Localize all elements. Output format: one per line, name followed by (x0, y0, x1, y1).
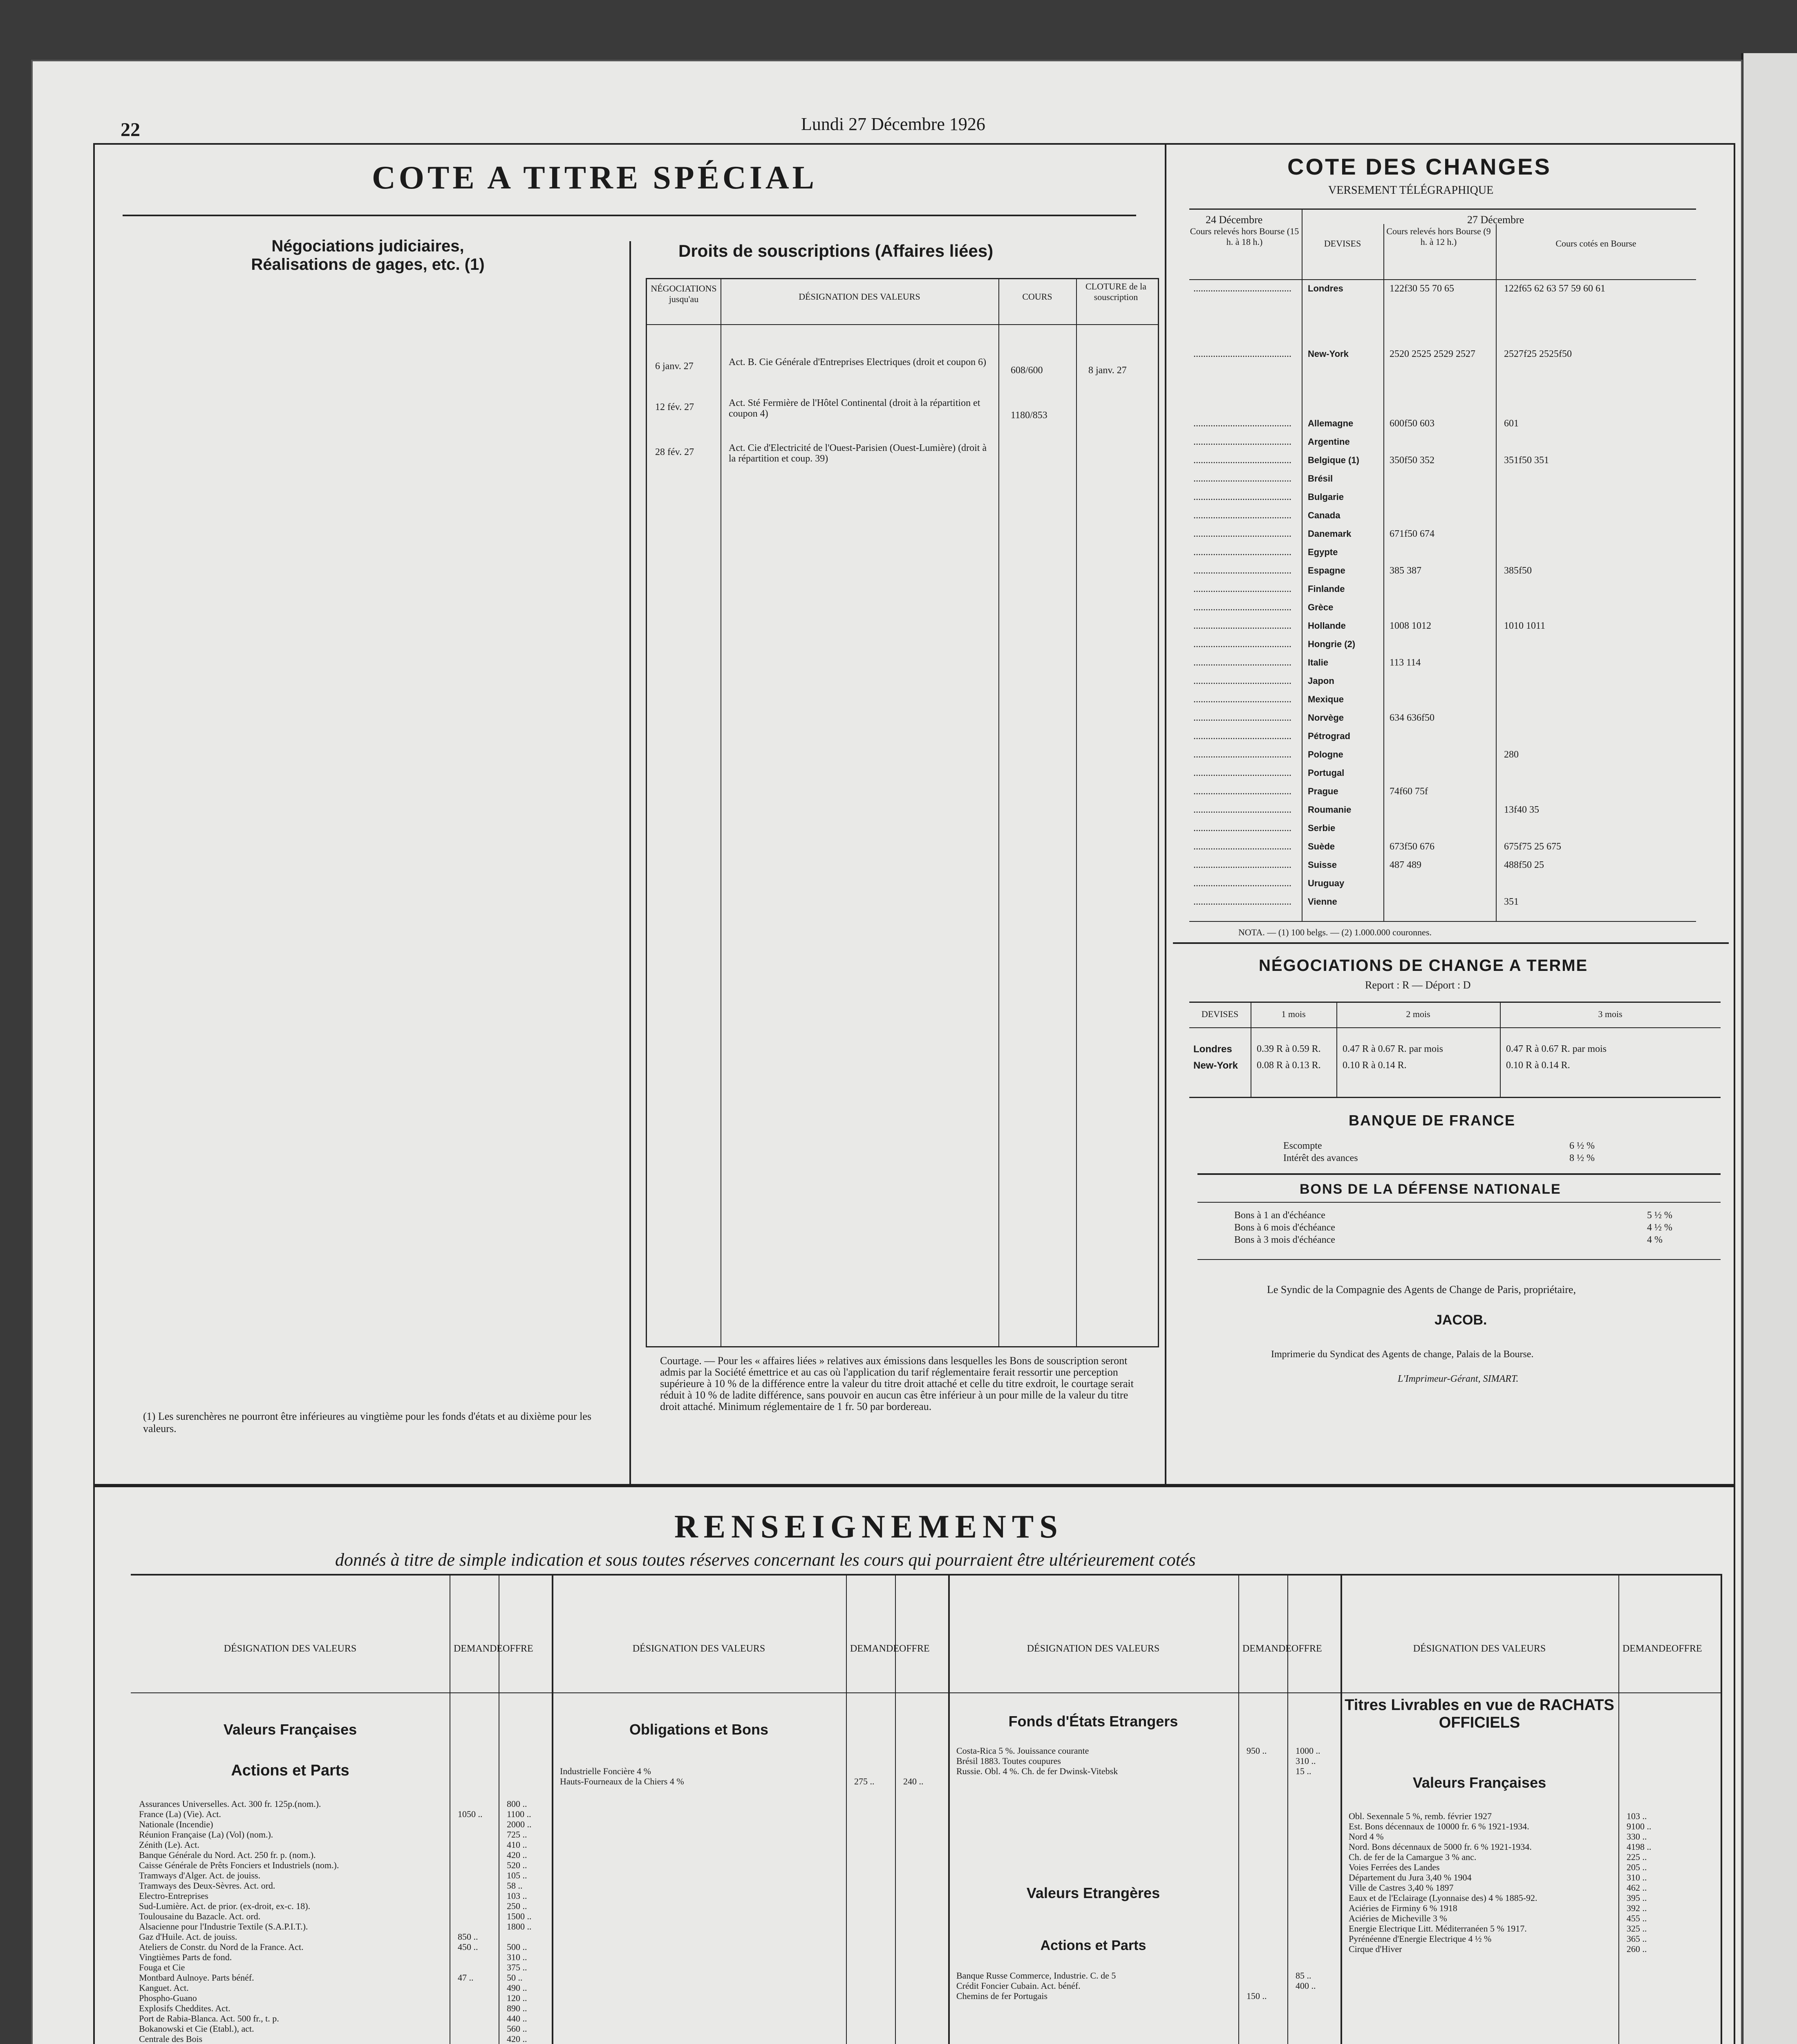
special-title: COTE A TITRE SPÉCIAL (372, 160, 817, 196)
fx-dots-24: ........................................ (1193, 639, 1291, 650)
rens-row-name: Caisse Générale de Prêts Fonciers et Industriels (nom.). (139, 1860, 339, 1870)
fx-dots-24: ........................................ (1193, 657, 1291, 668)
fx-hors: 74f60 75f (1390, 786, 1428, 797)
droit-cours: 608/600 (1011, 365, 1043, 376)
rens-row-demande: 395 .. (1627, 1893, 1647, 1903)
courtage-note: Courtage. — Pour les « affaires liées » relatives aux émissions dans lesquelles les Bons de souscription seront admis par la Société émettrice et au cas où l'application du tarif réglementaire ferait ressortir une perception supérieure à 10 % de la différence entre la valeur du titre droit attaché et celle du titre exdroit, le courtage serait réduit à 10 % de ladite différence, sans pouvoir en aucun cas être inférieur à un pour mille de la valeur du titre droit attaché. Minimum réglementaire de 1 fr. 50 par bordereau. (660, 1355, 1134, 1412)
rens-row-name: Alsacienne pour l'Industrie Textile (S.A.P.I.T.). (139, 1921, 308, 1932)
fx-dots-24: ........................................ (1193, 418, 1291, 429)
footer-rule (1189, 921, 1696, 922)
rens-row-offre: 240 .. (903, 1776, 924, 1786)
col-rule (998, 279, 999, 1346)
changes-col-27: 27 Décembre (1467, 214, 1524, 226)
rens-row-name: Tramways des Deux-Sèvres. Act. ord. (139, 1880, 275, 1891)
fx-hors: 350f50 352 (1390, 455, 1434, 466)
rens-col-header: OFFRE (1672, 1643, 1702, 1654)
fx-devise: Norvège (1308, 713, 1344, 723)
rens-row-offre: 310 .. (1296, 1756, 1316, 1766)
rens-row-demande: 1050 .. (458, 1809, 483, 1819)
rens-row-offre: 725 .. (507, 1829, 527, 1840)
fx-dots-24: ........................................ (1193, 676, 1291, 686)
rens-row-name: Tramways d'Alger. Act. de jouiss. (139, 1870, 261, 1880)
rens-title: RENSEIGNEMENTS (674, 1509, 1063, 1545)
rens-row-offre: 520 .. (507, 1860, 527, 1870)
rens-row-name: Eaux et de l'Eclairage (Lyonnaise des) 4 % 1885-92. (1349, 1893, 1537, 1903)
fx-hors: 634 636f50 (1390, 713, 1434, 723)
rens-row-name: Centrale des Bois (139, 2034, 203, 2044)
rens-row-name: Phospho-Guano (139, 1993, 197, 2003)
fx-bourse: 280 (1504, 749, 1519, 760)
col-cloture: CLOTURE de la souscription (1085, 281, 1147, 302)
rens-row-name: Voies Ferrées des Landes (1349, 1862, 1440, 1872)
rens-row-demande: 103 .. (1627, 1811, 1647, 1821)
rens-row-offre: 250 .. (507, 1901, 527, 1911)
rens-col-header: DÉSIGNATION DES VALEURS (224, 1643, 357, 1654)
fx-dots-24: ........................................ (1193, 547, 1291, 558)
droit-date: 28 fév. 27 (655, 447, 694, 457)
fx-bourse: 122f65 62 63 57 59 60 61 (1504, 283, 1605, 294)
rens-row-name: Sud-Lumière. Act. de prior. (ex-droit, ex-c. 18). (139, 1901, 311, 1911)
rens-row-name: Zénith (Le). Act. (139, 1840, 199, 1850)
rens-heading: Titres Livrables en vue de RACHATS OFFICIELS (1345, 1697, 1614, 1731)
droit-date: 12 fév. 27 (655, 402, 694, 412)
bons-label: Bons à 6 mois d'échéance (1234, 1222, 1335, 1233)
fx-devise: Danemark (1308, 529, 1352, 539)
fx-devise: Argentine (1308, 437, 1350, 447)
fx-devise: Suède (1308, 841, 1335, 852)
fx-dots-24: ........................................ (1193, 529, 1291, 539)
col-negociations: NÉGOCIATIONS jusqu'au (651, 283, 717, 304)
fx-devise: Grèce (1308, 602, 1334, 612)
bons-val: 5 ½ % (1647, 1210, 1672, 1221)
terme-col: 1 mois (1281, 1009, 1306, 1019)
rens-row-offre: 400 .. (1296, 1981, 1316, 1991)
fx-devise: Suisse (1308, 860, 1337, 870)
rens-heading: Actions et Parts (1040, 1938, 1146, 1953)
changes-subcol: DEVISES (1324, 238, 1361, 249)
terme-table (1189, 1002, 1721, 1098)
changes-subtitle: VERSEMENT TÉLÉGRAPHIQUE (1328, 184, 1494, 197)
fx-dots-24: ........................................ (1193, 283, 1291, 294)
banque-escompte-label: Escompte (1283, 1141, 1322, 1151)
terme-m2: 0.47 R à 0.67 R. par mois (1343, 1044, 1443, 1054)
rens-col-header: OFFRE (1291, 1643, 1322, 1654)
rens-row-name: Nord. Bons décennaux de 5000 fr. 6 % 1921-1934. (1349, 1842, 1532, 1852)
rens-row-name: Energie Electrique Litt. Méditerranéen 5 % 1917. (1349, 1923, 1527, 1934)
fx-devise: Roumanie (1308, 805, 1352, 815)
terme-col: 3 mois (1598, 1009, 1622, 1019)
rens-row-demande: 330 .. (1627, 1831, 1647, 1842)
rens-row-demande: 47 .. (458, 1972, 474, 1983)
header-rule (647, 324, 1158, 325)
rens-row-offre: 420 .. (507, 2034, 527, 2044)
banque-interet: 8 ½ % (1569, 1153, 1595, 1163)
fx-devise: Bulgarie (1308, 492, 1344, 502)
fx-dots-24: ........................................ (1193, 473, 1291, 484)
rens-row-name: Obl. Sexennale 5 %, remb. février 1927 (1349, 1811, 1492, 1821)
fx-dots-24: ........................................ (1193, 805, 1291, 815)
droit-date: 6 janv. 27 (655, 361, 694, 372)
col-rule (1076, 279, 1077, 1346)
fx-devise: Belgique (1) (1308, 455, 1359, 465)
rens-row-name: Ville de Castres 3,40 % 1897 (1349, 1883, 1454, 1893)
col-rule (1383, 224, 1384, 921)
rens-row-name: Aciéries de Firminy 6 % 1918 (1349, 1903, 1457, 1913)
rens-row-name: Vingtièmes Parts de fond. (139, 1952, 232, 1962)
rens-row-demande: 325 .. (1627, 1923, 1647, 1934)
rens-row-offre: 50 .. (507, 1972, 523, 1983)
title-rule (123, 215, 1136, 216)
fx-devise: Allemagne (1308, 418, 1354, 428)
section-rule (1197, 1259, 1721, 1260)
rens-row-demande: 850 .. (458, 1932, 478, 1942)
rens-row-name: Electro-Entreprises (139, 1891, 208, 1901)
page-number: 22 (121, 119, 140, 141)
droit-name: Act. Cie d'Electricité de l'Ouest-Parisien (Ouest-Lumière) (droit à la répartition et coup. 39) (729, 443, 987, 464)
fx-dots-24: ........................................ (1193, 768, 1291, 778)
section-rule (1197, 1173, 1721, 1175)
header-rule (1189, 279, 1696, 280)
rens-col-header: DEMANDE (850, 1643, 899, 1654)
divider-changes (1165, 143, 1166, 1484)
rens-row-demande: 310 .. (1627, 1872, 1647, 1883)
rens-row-offre: 560 .. (507, 2024, 527, 2034)
rens-row-offre: 2000 .. (507, 1819, 532, 1829)
terme-devise: Londres (1193, 1044, 1232, 1055)
fx-dots-24: ........................................ (1193, 349, 1291, 359)
rens-row-name: Réunion Française (La) (Vol) (nom.). (139, 1829, 273, 1840)
rens-heading: Obligations et Bons (629, 1721, 768, 1738)
fx-devise: Egypte (1308, 547, 1338, 557)
fx-bourse: 351 (1504, 896, 1519, 907)
fx-dots-24: ........................................ (1193, 621, 1291, 631)
rens-row-offre: 103 .. (507, 1891, 527, 1901)
fx-bourse: 488f50 25 (1504, 860, 1544, 870)
fx-dots-24: ........................................ (1193, 565, 1291, 576)
fx-bourse: 601 (1504, 418, 1519, 429)
fx-bourse: 351f50 351 (1504, 455, 1549, 466)
changes-col-24: 24 Décembre (1206, 214, 1263, 226)
rens-row-name: Aciéries de Micheville 3 % (1349, 1913, 1447, 1923)
terme-col: DEVISES (1201, 1009, 1239, 1019)
rens-row-demande: 462 .. (1627, 1883, 1647, 1893)
rens-heading: Actions et Parts (231, 1762, 349, 1779)
fx-devise: Pologne (1308, 749, 1343, 760)
col-rule (1500, 1003, 1501, 1097)
rens-heading: Valeurs Etrangères (1026, 1885, 1160, 1901)
fx-hors: 600f50 603 (1390, 418, 1434, 429)
rens-row-name: Nationale (Incendie) (139, 1819, 213, 1829)
rens-row-name: Toulousaine du Bazacle. Act. ord. (139, 1911, 261, 1921)
rens-row-demande: 392 .. (1627, 1903, 1647, 1913)
special-footnote: (1) Les surenchères ne pourront être inférieures au vingtième pour les fonds d'états et au dixième pour les valeurs. (143, 1410, 592, 1434)
rens-heading: Valeurs Françaises (1412, 1774, 1546, 1791)
rens-row-offre: 1500 .. (507, 1911, 532, 1921)
fx-dots-24: ........................................ (1193, 437, 1291, 447)
rens-row-demande: 455 .. (1627, 1913, 1647, 1923)
fx-devise: Serbie (1308, 823, 1336, 833)
fx-dots-24: ........................................ (1193, 694, 1291, 705)
bons-title: BONS DE LA DÉFENSE NATIONALE (1300, 1181, 1561, 1197)
fx-dots-24: ........................................ (1193, 713, 1291, 723)
rens-row-name: France (La) (Vie). Act. (139, 1809, 221, 1819)
droits-table (646, 278, 1159, 1347)
rens-row-offre: 375 .. (507, 1962, 527, 1972)
rens-col-header: DÉSIGNATION DES VALEURS (632, 1643, 765, 1654)
changes-subcol: Cours relevés hors Bourse (9 h. à 12 h.) (1386, 226, 1491, 247)
rens-row-offre: 800 .. (507, 1799, 527, 1809)
rens-heading: Fonds d'États Etrangers (1008, 1713, 1178, 1730)
droits-heading: Droits de souscriptions (Affaires liées) (678, 241, 994, 260)
rens-col-header: DEMANDE (454, 1643, 503, 1654)
rens-row-demande: 150 .. (1246, 1991, 1267, 2001)
terme-title: NÉGOCIATIONS DE CHANGE A TERME (1259, 957, 1588, 975)
rens-col-header: DEMANDE (1622, 1643, 1672, 1654)
rens-row-name: Gaz d'Huile. Act. de jouiss. (139, 1932, 237, 1942)
fx-devise: Prague (1308, 786, 1338, 796)
fx-devise: Mexique (1308, 694, 1344, 704)
terme-m3: 0.47 R à 0.67 R. par mois (1506, 1044, 1607, 1054)
terme-col: 2 mois (1406, 1009, 1430, 1019)
terme-m1: 0.08 R à 0.13 R. (1257, 1060, 1321, 1071)
fx-hors: 385 387 (1390, 565, 1421, 576)
rens-col-header: DÉSIGNATION DES VALEURS (1027, 1643, 1160, 1654)
terme-m2: 0.10 R à 0.14 R. (1343, 1060, 1407, 1071)
bons-label: Bons à 1 an d'échéance (1234, 1210, 1325, 1221)
fx-devise: Brésil (1308, 473, 1333, 484)
divider-special (629, 241, 631, 1484)
printer-line: Imprimerie du Syndicat des Agents de change, Palais de la Bourse. (1271, 1349, 1534, 1360)
rens-col-rule (846, 1574, 847, 2044)
fx-dots-24: ........................................ (1193, 860, 1291, 870)
rens-row-demande: 205 .. (1627, 1862, 1647, 1872)
rens-col-rule (1618, 1574, 1619, 2044)
rens-col-header: OFFRE (899, 1643, 930, 1654)
rens-row-name: Ateliers de Constr. du Nord de la France. Act. (139, 1942, 304, 1952)
rens-row-name: Port de Rabia-Blanca. Act. 500 fr., t. p. (139, 2013, 279, 2024)
fx-dots-24: ........................................ (1193, 896, 1291, 907)
rens-row-name: Banque Générale du Nord. Act. 250 fr. p. (nom.). (139, 1850, 316, 1860)
rens-row-name: Nord 4 % (1349, 1831, 1384, 1842)
fx-dots-24: ........................................ (1193, 602, 1291, 613)
banque-interet-label: Intérêt des avances (1283, 1153, 1358, 1163)
section-rule (1173, 942, 1729, 944)
fx-devise: New-York (1308, 349, 1349, 359)
droit-name: Act. Sté Fermière de l'Hôtel Continental (droit à la répartition et coupon 4) (729, 398, 980, 419)
rens-row-offre: 1800 .. (507, 1921, 532, 1932)
fx-hors: 673f50 676 (1390, 841, 1434, 852)
fx-hors: 2520 2525 2529 2527 (1390, 349, 1475, 359)
changes-nota: NOTA. — (1) 100 belgs. — (2) 1.000.000 couronnes. (1238, 927, 1432, 937)
rens-row-offre: 500 .. (507, 1942, 527, 1952)
fx-hors: 113 114 (1390, 657, 1421, 668)
fx-dots-24: ........................................ (1193, 749, 1291, 760)
fx-dots-24: ........................................ (1193, 492, 1291, 502)
droit-cours: 1180/853 (1011, 410, 1047, 421)
syndic-line: Le Syndic de la Compagnie des Agents de Change de Paris, propriétaire, (1267, 1284, 1576, 1295)
rens-row-demande: 9100 .. (1627, 1821, 1652, 1831)
rens-col-header: DEMANDE (1242, 1643, 1291, 1654)
rens-header-rule (131, 1692, 1721, 1693)
fx-devise: Uruguay (1308, 878, 1345, 888)
changes-title: COTE DES CHANGES (1287, 154, 1551, 179)
fx-dots-24: ........................................ (1193, 823, 1291, 834)
rens-row-offre: 410 .. (507, 1840, 527, 1850)
fx-devise: Italie (1308, 657, 1329, 668)
page-date: Lundi 27 Décembre 1926 (801, 114, 985, 134)
rens-row-demande: 4198 .. (1627, 1842, 1652, 1852)
changes-subcol: Cours relevés hors Bourse (15 h. à 18 h.) (1190, 226, 1299, 247)
rens-row-offre: 1100 .. (507, 1809, 531, 1819)
terme-m3: 0.10 R à 0.14 R. (1506, 1060, 1570, 1071)
fx-bourse: 13f40 35 (1504, 805, 1539, 815)
col-designation: DÉSIGNATION DES VALEURS (799, 291, 920, 302)
judiciaires-heading: Négociations judiciaires, Réalisations de gages, etc. (1) (251, 237, 485, 273)
rens-row-offre: 490 .. (507, 1983, 527, 1993)
fx-devise: Finlande (1308, 584, 1345, 594)
rens-heading: Valeurs Françaises (223, 1721, 357, 1738)
fx-devise: Canada (1308, 510, 1340, 520)
rens-row-name: Est. Bons décennaux de 10000 fr. 6 % 1921-1934. (1349, 1821, 1529, 1831)
rens-row-name: Montbard Aulnoye. Parts bénéf. (139, 1972, 254, 1983)
fx-dots-24: ........................................ (1193, 510, 1291, 521)
col-rule (1496, 224, 1497, 921)
rens-row-name: Département du Jura 3,40 % 1904 (1349, 1872, 1472, 1883)
fx-hors: 487 489 (1390, 860, 1421, 870)
fx-bourse: 1010 1011 (1504, 621, 1546, 631)
terme-subtitle: Report : R — Déport : D (1365, 979, 1471, 991)
rens-row-name: Crédit Foncier Cubain. Act. bénéf. (956, 1981, 1081, 1991)
fx-devise: Espagne (1308, 565, 1345, 576)
fx-devise: Portugal (1308, 768, 1345, 778)
rens-row-demande: 365 .. (1627, 1934, 1647, 1944)
rens-row-demande: 260 .. (1627, 1944, 1647, 1954)
fx-dots-24: ........................................ (1193, 455, 1291, 466)
fx-dots-24: ........................................ (1193, 786, 1291, 797)
rens-row-demande: 450 .. (458, 1942, 478, 1952)
rens-row-offre: 310 .. (507, 1952, 527, 1962)
rens-row-offre: 58 .. (507, 1880, 523, 1891)
rens-row-demande: 225 .. (1627, 1852, 1647, 1862)
bons-val: 4 % (1647, 1235, 1663, 1245)
rens-row-name: Cirque d'Hiver (1349, 1944, 1402, 1954)
rens-rule (131, 1574, 1721, 1576)
rens-row-name: Brésil 1883. Toutes coupures (956, 1756, 1061, 1766)
fx-dots-24: ........................................ (1193, 731, 1291, 742)
terme-m1: 0.39 R à 0.59 R. (1257, 1044, 1321, 1054)
rens-row-name: Pyrénéenne d'Energie Electrique 4 ½ % (1349, 1934, 1492, 1944)
fx-hors: 671f50 674 (1390, 529, 1434, 539)
banque-title: BANQUE DE FRANCE (1349, 1112, 1516, 1129)
droit-name: Act. B. Cie Générale d'Entreprises Electriques (droit et coupon 6) (729, 357, 987, 368)
rens-row-name: Ch. de fer de la Camargue 3 % anc. (1349, 1852, 1477, 1862)
fx-hors: 122f30 55 70 65 (1390, 283, 1454, 294)
rens-col-header: OFFRE (503, 1643, 533, 1654)
rens-row-name: Explosifs Cheddites. Act. (139, 2003, 230, 2013)
fx-devise: Hollande (1308, 621, 1346, 631)
rens-row-name: Bokanowski et Cie (Etabl.), act. (139, 2024, 254, 2034)
droit-cloture: 8 janv. 27 (1088, 365, 1127, 376)
bons-label: Bons à 3 mois d'échéance (1234, 1235, 1335, 1245)
fx-devise: Pétrograd (1308, 731, 1350, 741)
rens-row-offre: 890 .. (507, 2003, 527, 2013)
fx-devise: Londres (1308, 283, 1343, 294)
fx-dots-24: ........................................ (1193, 841, 1291, 852)
rens-row-demande: 275 .. (854, 1776, 875, 1786)
fx-dots-24: ........................................ (1193, 878, 1291, 889)
rens-row-offre: 15 .. (1296, 1766, 1311, 1776)
changes-subcol: Cours cotés en Bourse (1555, 238, 1636, 249)
rens-row-offre: 420 .. (507, 1850, 527, 1860)
rens-row-name: Chemins de fer Portugais (956, 1991, 1048, 2001)
rens-row-name: Assurances Universelles. Act. 300 fr. 125p.(nom.). (139, 1799, 321, 1809)
rens-row-offre: 85 .. (1296, 1970, 1311, 1981)
fx-devise: Japon (1308, 676, 1334, 686)
rens-subtitle: donnés à titre de simple indication et sous toutes réserves concernant les cours qui pourraient être ultérieurement cotés (335, 1550, 1196, 1570)
rens-row-name: Costa-Rica 5 %. Jouissance courante (956, 1746, 1089, 1756)
rens-row-offre: 120 .. (507, 1993, 527, 2003)
rens-row-offre: 105 .. (507, 1870, 527, 1880)
bons-val: 4 ½ % (1647, 1222, 1672, 1233)
rens-row-offre: 440 .. (507, 2013, 527, 2024)
rens-col-divider (1721, 1574, 1722, 2044)
fx-bourse: 2527f25 2525f50 (1504, 349, 1572, 359)
col-rule (1336, 1003, 1337, 1097)
fx-devise: Vienne (1308, 896, 1337, 907)
banque-escompte: 6 ½ % (1569, 1141, 1595, 1151)
fx-devise: Hongrie (2) (1308, 639, 1356, 649)
rens-col-header: DÉSIGNATION DES VALEURS (1413, 1643, 1546, 1654)
fx-bourse: 675f75 25 675 (1504, 841, 1561, 852)
gerant-line: L'Imprimeur-Gérant, SIMART. (1398, 1374, 1519, 1384)
rens-row-name: Russie. Obl. 4 %. Ch. de fer Dwinsk-Vitebsk (956, 1766, 1118, 1776)
rens-row-name: Banque Russe Commerce, Industrie. C. de 5 (956, 1970, 1116, 1981)
changes-table (1189, 208, 1696, 1023)
col-cours: COURS (1022, 291, 1052, 302)
rens-col-rule (1238, 1574, 1239, 2044)
header-rule (1189, 1027, 1721, 1028)
syndic-name: JACOB. (1434, 1312, 1487, 1328)
adjacent-page-edge (1741, 53, 1797, 2044)
fx-bourse: 385f50 (1504, 565, 1532, 576)
fx-hors: 1008 1012 (1390, 621, 1431, 631)
rens-row-name: Kanguet. Act. (139, 1983, 189, 1993)
rens-row-offre: 1000 .. (1296, 1746, 1320, 1756)
terme-devise: New-York (1193, 1060, 1238, 1071)
rens-row-name: Industrielle Foncière 4 % (560, 1766, 651, 1776)
rens-row-name: Hauts-Fourneaux de la Chiers 4 % (560, 1776, 684, 1786)
fx-dots-24: ........................................ (1193, 584, 1291, 594)
section-rule (1197, 1202, 1721, 1203)
newspaper-page (33, 61, 1741, 2044)
rens-row-demande: 950 .. (1246, 1746, 1267, 1756)
rens-row-name: Fouga et Cie (139, 1962, 185, 1972)
